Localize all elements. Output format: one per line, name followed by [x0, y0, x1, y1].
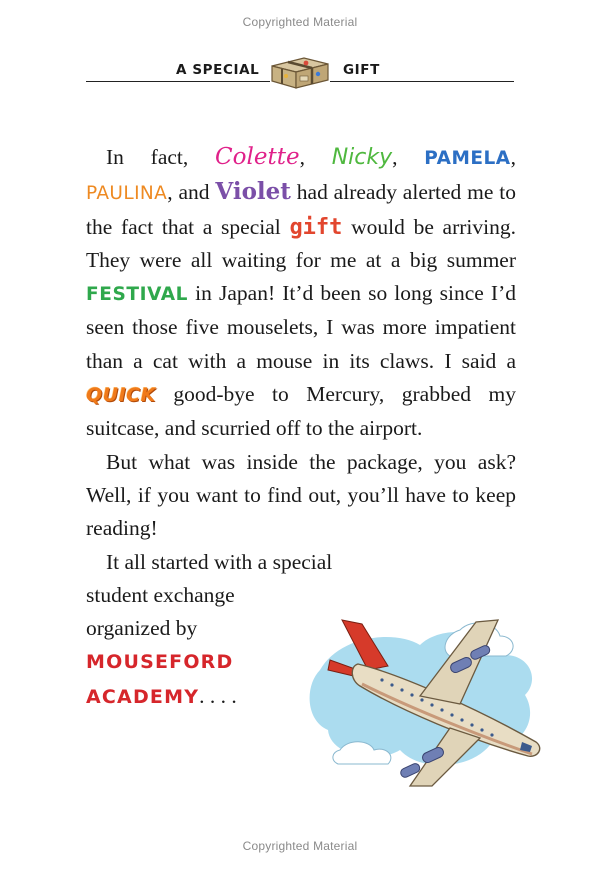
running-header-left: A SPECIAL: [176, 62, 260, 78]
text-run: But what was inside the package, you ask? Well, if you want to find out, you’ll have to keep reading!: [86, 449, 516, 541]
text-run: had already alerted me to the fact that a special: [86, 180, 517, 239]
text-run: in Japan! It’d been so long since I’d seen those five mouselets, I was more impatient than a cat with a mouse in its claws. I said a: [86, 281, 516, 373]
styled-word: gift: [289, 214, 343, 240]
copyright-watermark-bottom: Copyrighted Material: [242, 839, 358, 853]
styled-word: PAULINA: [86, 183, 168, 205]
text-run: , and: [167, 180, 216, 205]
academy-text: ACADEMY: [86, 685, 200, 708]
text-run: ,: [392, 145, 425, 169]
text-run: ,: [510, 145, 516, 169]
airplane-illustration: [300, 600, 550, 790]
closing-line-2: student exchange: [86, 582, 235, 607]
styled-word: QUICK: [86, 384, 156, 407]
text-run: would be arriving. They were all waiting for me at a big summer: [86, 214, 516, 272]
styled-word: Colette: [215, 144, 300, 170]
closing-line-3: organized by: [86, 616, 198, 641]
styled-word: Nicky: [331, 145, 393, 170]
paragraph-1: [86, 141, 516, 446]
text-run: good-bye to Mercury, grabbed my suitcase, and scurried off to the airport.: [86, 382, 516, 441]
ellipsis: . . . .: [199, 683, 237, 708]
header-rule-left: [86, 81, 270, 82]
copyright-watermark-top: Copyrighted Material: [242, 15, 358, 29]
closing-line-1: It all started with a special: [106, 549, 333, 574]
styled-word: FESTIVAL: [86, 284, 189, 306]
text-run: In fact,: [106, 145, 216, 169]
header-rule-right: [330, 81, 514, 82]
mouseford-text: MOUSEFORD: [86, 651, 234, 674]
gift-box-icon: [266, 50, 334, 92]
styled-word: PAMELA: [424, 148, 511, 169]
styled-word: Violet: [215, 178, 291, 206]
running-header-right: GIFT: [343, 62, 380, 78]
text-run: ,: [299, 145, 332, 169]
paragraph-2: [86, 446, 516, 546]
